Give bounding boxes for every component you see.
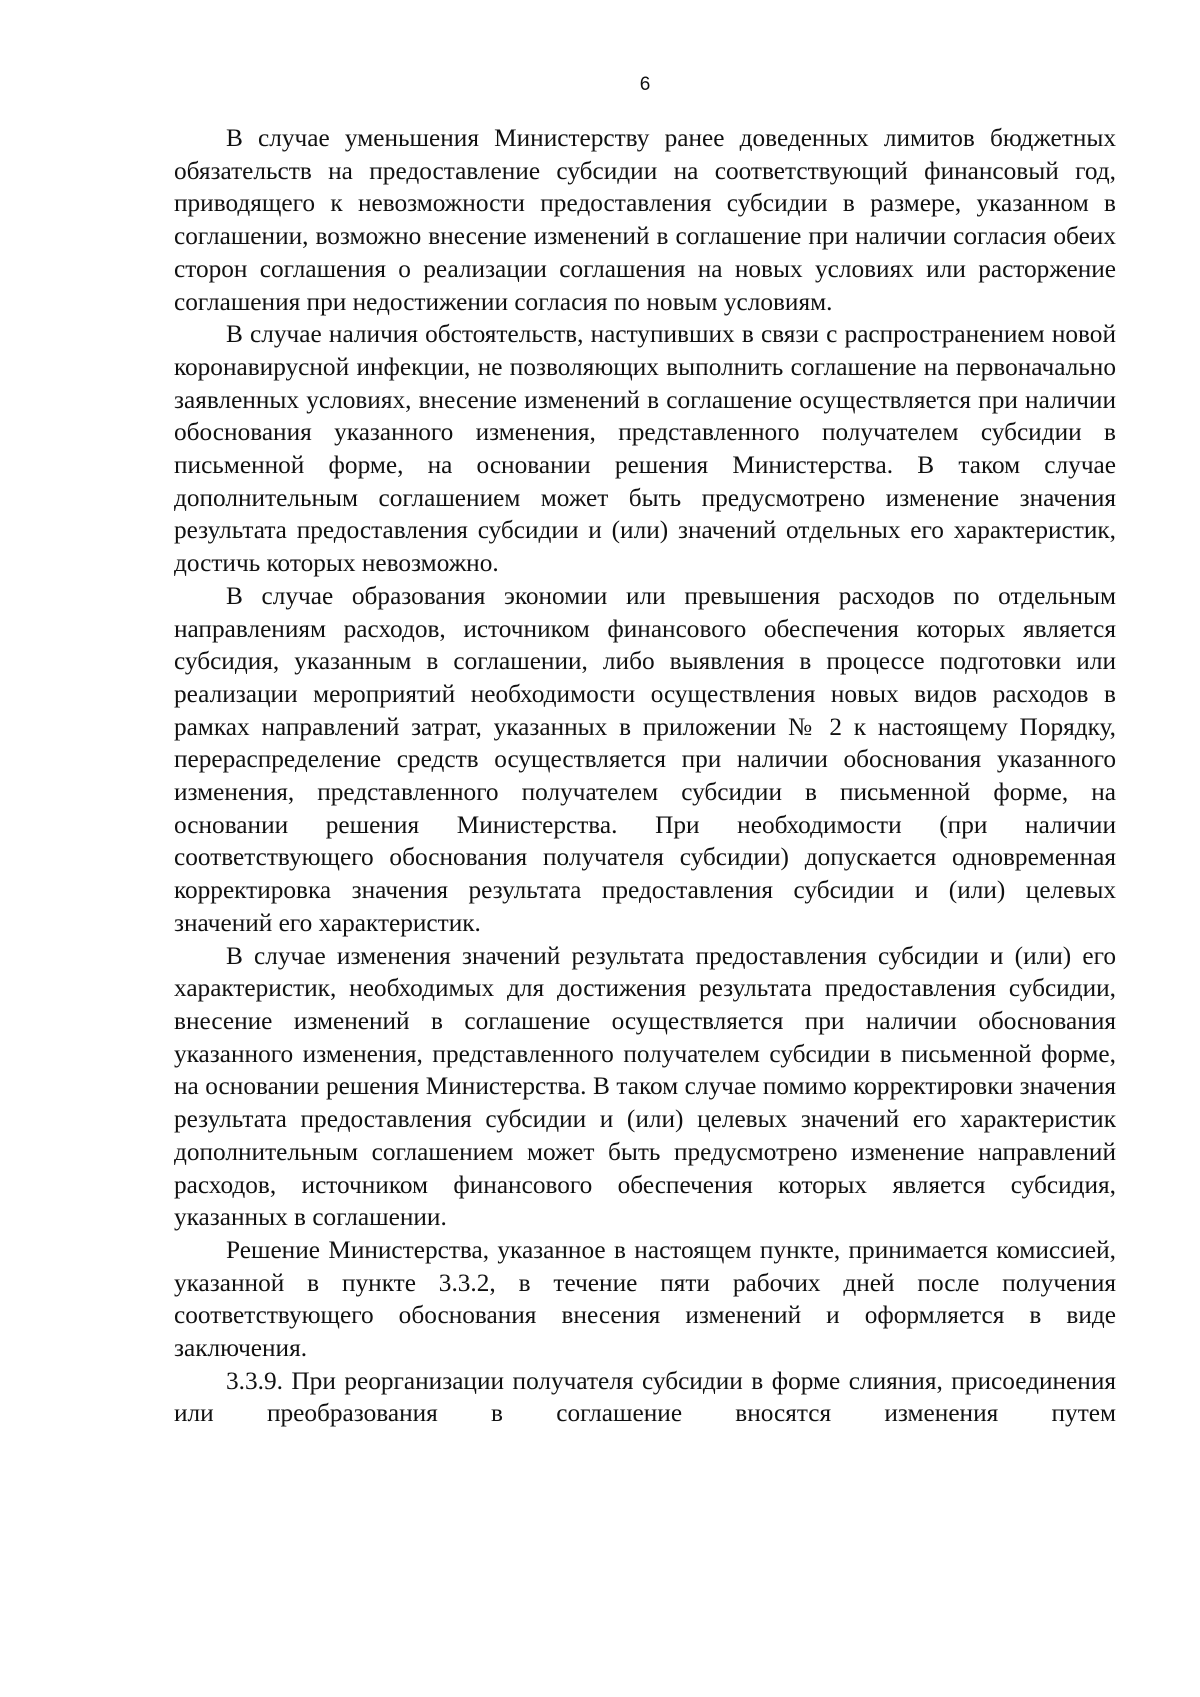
paragraph-limits-reduction: В случае уменьшения Министерству ранее доведенных лимитов бюджетных обязательств на предоставление субсидии на соответствующий финансовый год, приводящего к невозможности предоставления субсидии в размере, указанном в соглашении, возможно внесение изменений в соглашение при наличии согласия обеих сторон соглашения о реализации соглашения на новых условиях или расторжение соглашения при недостижении согласия по новым условиям. xyxy=(174,124,1116,316)
paragraph-reorganization-3-3-9: 3.3.9. При реорганизации получателя субсидии в форме слияния, присоединения или преобразования в соглашение вносятся изменения путем xyxy=(174,1366,1116,1428)
page-number: 6 xyxy=(639,74,651,95)
document-body xyxy=(174,122,1116,1430)
paragraph-result-values-change: В случае изменения значений результата предоставления субсидии и (или) его характеристик, необходимых для достижения результата предоставления субсидии, внесение изменений в соглашение осуществляется при наличии обоснования указанного изменения, представленного получателем субсидии в письменной форме, на основании решения Министерства. В таком случае помимо корректировки значения результата предоставления субсидии и (или) целевых значений его характеристик дополнительным соглашением может быть предусмотрено изменение направлений расходов, источником финансового обеспечения которых является субсидия, указанных в соглашении. xyxy=(174,941,1116,1232)
paragraph-savings-reallocation: В случае образования экономии или превышения расходов по отдельным направлениям расходов, источником финансового обеспечения которых является субсидия, указанным в соглашении, либо выявления в процессе подготовки или реализации мероприятий необходимости осуществления новых видов расходов в рамках направлений затрат, указанных в приложении № 2 к настоящему Порядку, перераспределение средств осуществляется при наличии обоснования указанного изменения, представленного получателем субсидии в письменной форме, на основании решения Министерства. При необходимости (при наличии соответствующего обоснования получателя субсидии) допускается одновременная корректировка значения результата предоставления субсидии и (или) целевых значений его характеристик. xyxy=(174,581,1116,937)
paragraph-ministry-decision: Решение Министерства, указанное в настоящем пункте, принимается комиссией, указанной в пункте 3.3.2, в течение пяти рабочих дней после получения соответствующего обоснования внесения изменений и оформляется в виде заключения. xyxy=(174,1235,1116,1363)
paragraph-coronavirus-circumstances: В случае наличия обстоятельств, наступивших в связи с распространением новой коронавирусной инфекции, не позволяющих выполнить соглашение на первоначально заявленных условиях, внесение изменений в соглашение осуществляется при наличии обоснования указанного изменения, представленного получателем субсидии в письменной форме, на основании решения Министерства. В таком случае дополнительным соглашением может быть предусмотрено изменение значения результата предоставления субсидии и (или) значений отдельных его характеристик, достичь которых невозможно. xyxy=(174,320,1116,578)
